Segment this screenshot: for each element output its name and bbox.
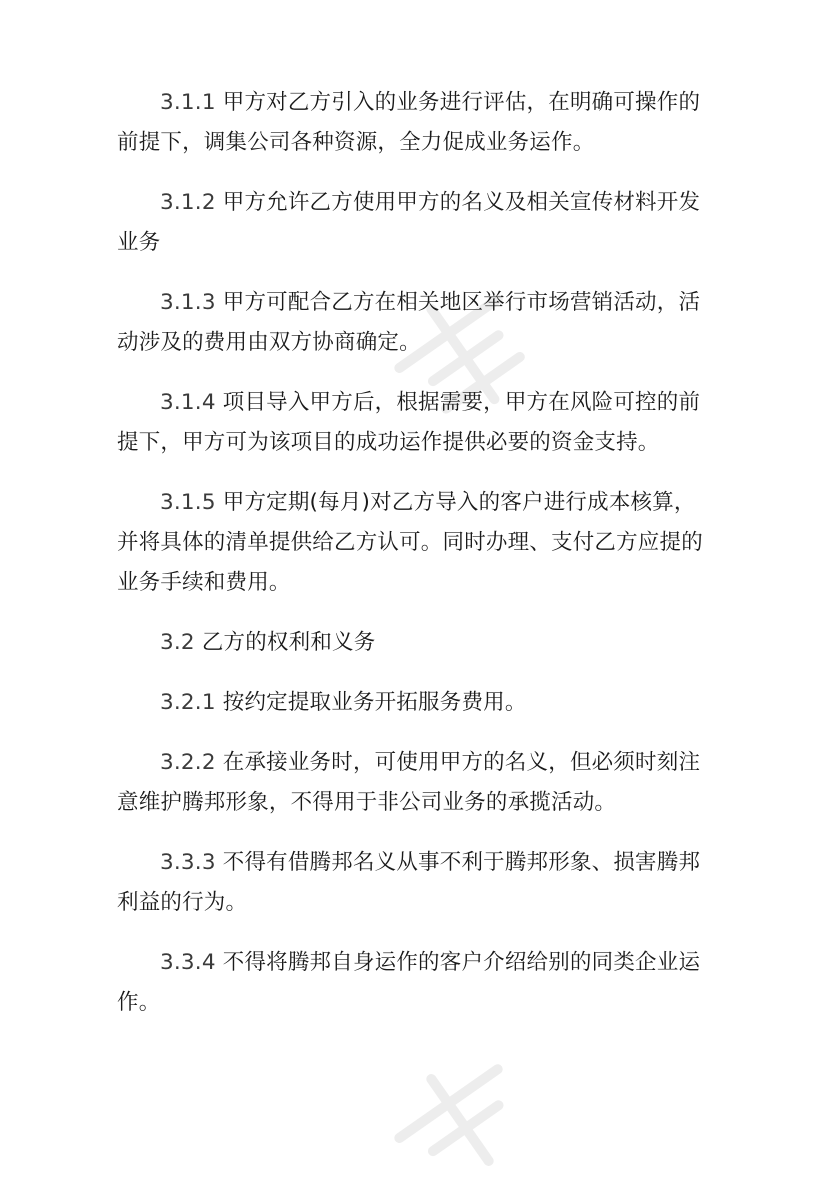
- clause-text: 甲方对乙方引入的业务进行评估，在明确可操作的前提下，调集公司各种资源，全力促成业务运作。: [117, 90, 701, 155]
- paragraph-3-2: [117, 623, 717, 663]
- paragraph-3-1-3: [117, 283, 717, 363]
- clause-text: 甲方可配合乙方在相关地区举行市场营销活动，活动涉及的费用由双方协商确定。: [117, 290, 701, 355]
- clause-text: 不得将腾邦自身运作的客户介绍给别的同类企业运作。: [117, 950, 701, 1015]
- paragraph-3-1-5: [117, 483, 717, 603]
- clause-number: 3.2: [160, 630, 195, 655]
- paragraph-3-3-4: [117, 943, 717, 1023]
- paragraph-3-1-2: [117, 183, 717, 263]
- clause-number: 3.3.4: [160, 950, 216, 975]
- clause-number: 3.3.3: [160, 850, 216, 875]
- document-body: [117, 83, 717, 1043]
- clause-number: 3.1.2: [160, 190, 216, 215]
- clause-text: 在承接业务时，可使用甲方的名义，但必须时刻注意维护腾邦形象，不得用于非公司业务的承揽活动。: [117, 750, 701, 815]
- clause-text: 甲方定期(每月)对乙方导入的客户进行成本核算，并将具体的清单提供给乙方认可。同时办理、支付乙方应提的业务手续和费用。: [117, 490, 703, 595]
- clause-text: 乙方的权利和义务: [194, 630, 376, 655]
- paragraph-3-3-3: [117, 843, 717, 923]
- paragraph-3-1-4: [117, 383, 717, 463]
- clause-number: 3.1.4: [160, 390, 216, 415]
- clause-number: 3.1.1: [160, 90, 216, 115]
- watermark-mark-lower: [360, 1060, 560, 1180]
- clause-text: 项目导入甲方后，根据需要，甲方在风险可控的前提下，甲方可为该项目的成功运作提供必要的资金支持。: [117, 390, 701, 455]
- clause-number: 3.2.1: [160, 690, 216, 715]
- clause-number: 3.1.5: [160, 490, 216, 515]
- clause-text: 甲方允许乙方使用甲方的名义及相关宣传材料开发业务: [117, 190, 701, 255]
- paragraph-3-1-1: [117, 83, 717, 163]
- clause-number: 3.1.3: [160, 290, 216, 315]
- clause-number: 3.2.2: [160, 750, 216, 775]
- clause-text: 不得有借腾邦名义从事不利于腾邦形象、损害腾邦利益的行为。: [117, 850, 701, 915]
- clause-text: 按约定提取业务开拓服务费用。: [215, 690, 527, 715]
- paragraph-3-2-1: [117, 683, 717, 723]
- paragraph-3-2-2: [117, 743, 717, 823]
